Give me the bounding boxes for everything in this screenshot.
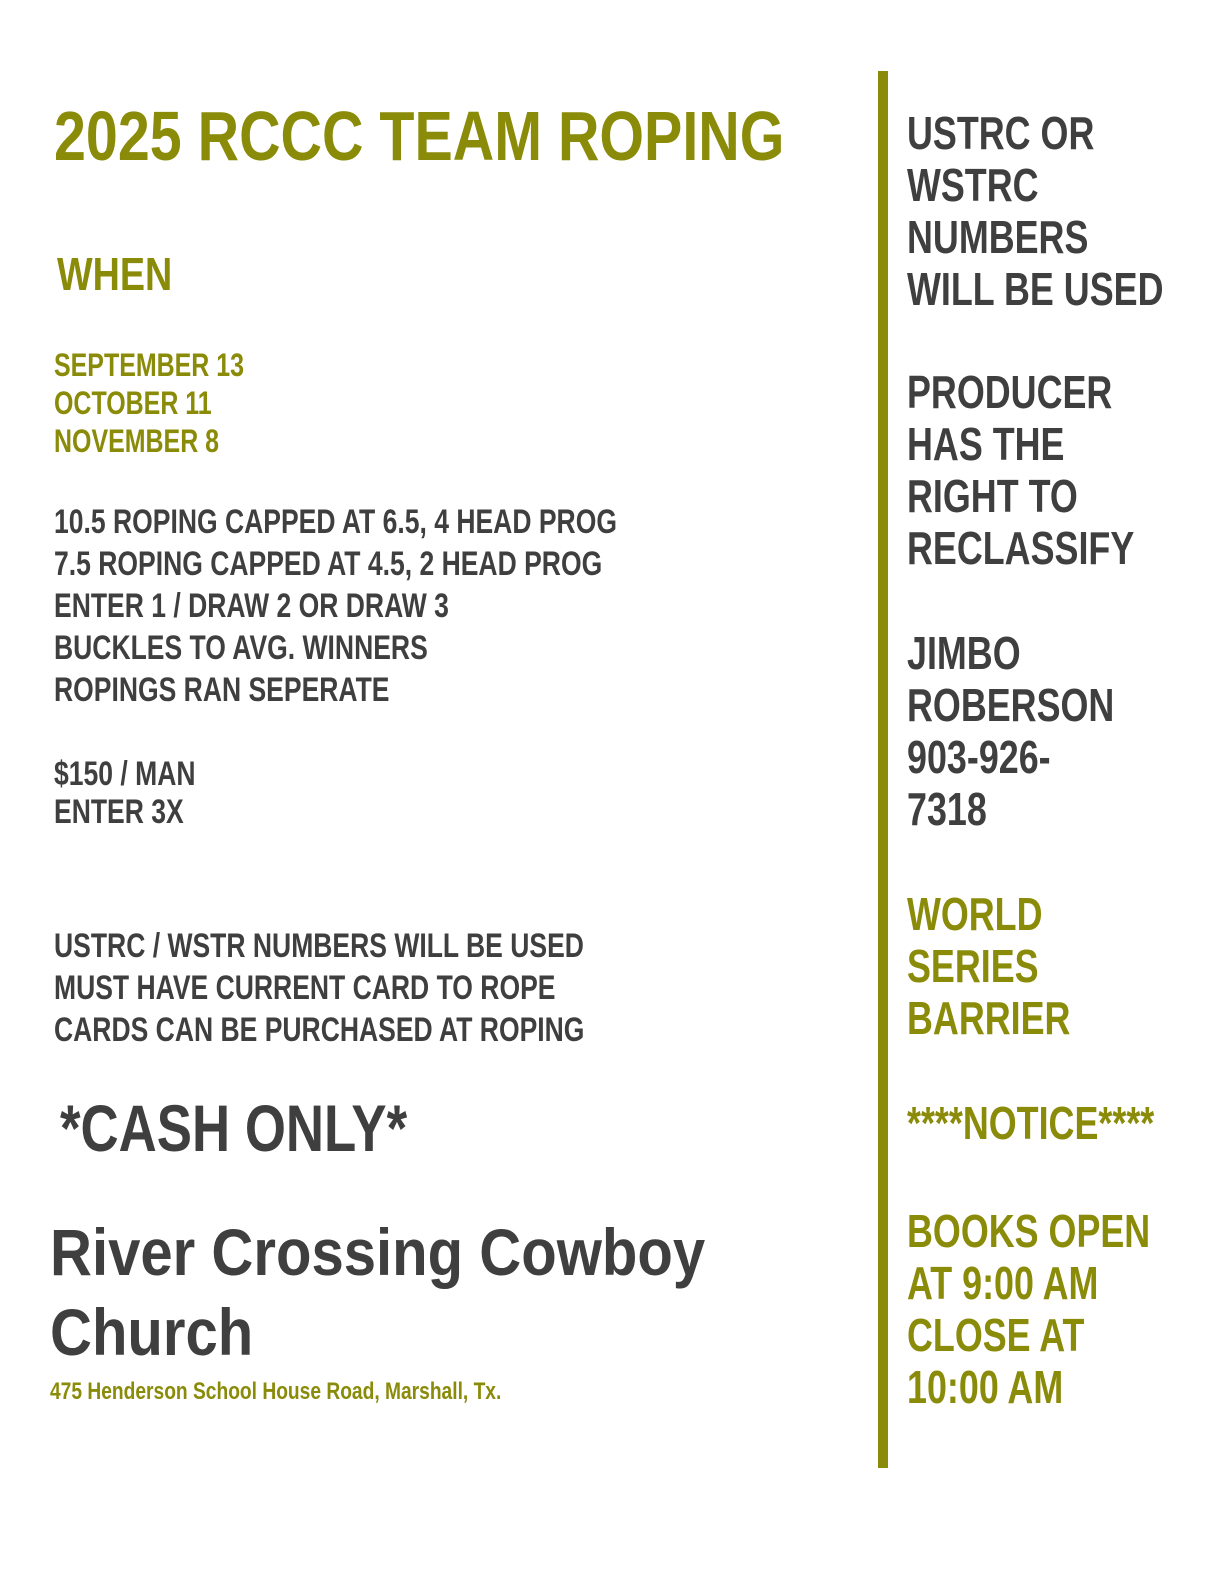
event-date: OCTOBER 11: [54, 385, 212, 421]
sidebar-line: SERIES: [907, 940, 1039, 992]
sidebar-line: RECLASSIFY: [907, 522, 1135, 574]
sidebar-numbers-used: [907, 107, 1224, 315]
sidebar-line: AT 9:00 AM: [907, 1257, 1099, 1309]
sidebar-barrier: [907, 888, 1117, 1044]
sidebar-line: HAS THE: [907, 418, 1065, 470]
sidebar-line: NUMBERS: [907, 211, 1089, 263]
pricing-block: [54, 755, 235, 831]
sidebar-contact: [907, 627, 1173, 835]
contact-phone: 903-926-: [907, 731, 1051, 783]
contact-first-name: JIMBO: [907, 627, 1021, 679]
sidebar-line: WORLD: [907, 888, 1043, 940]
numbers-notice: [54, 925, 734, 1051]
church-name: [50, 1212, 794, 1372]
event-date: SEPTEMBER 13: [54, 347, 245, 383]
notice-line: CARDS CAN BE PURCHASED AT ROPING: [54, 1011, 585, 1049]
church-name-line: Church: [50, 1295, 254, 1369]
event-dates: [54, 346, 298, 460]
contact-phone: 7318: [907, 783, 987, 835]
event-date: NOVEMBER 8: [54, 423, 220, 459]
page-title: 2025 RCCC TEAM ROPING: [54, 97, 785, 175]
contact-last-name: ROBERSON: [907, 679, 1115, 731]
notice-heading: ****NOTICE****: [907, 1097, 1155, 1149]
sidebar-line: PRODUCER: [907, 366, 1113, 418]
roping-rules: [54, 501, 776, 711]
rule-line: ROPINGS RAN SEPERATE: [54, 671, 390, 709]
sidebar-line: RIGHT TO: [907, 470, 1078, 522]
entry-limit: ENTER 3X: [54, 793, 184, 831]
column-divider: [878, 71, 888, 1468]
cash-only-notice: *CASH ONLY*: [60, 1091, 408, 1165]
sidebar-producer-rights: [907, 366, 1198, 574]
entry-fee: $150 / MAN: [54, 755, 196, 793]
sidebar-books-hours: [907, 1205, 1219, 1413]
sidebar-line: 10:00 AM: [907, 1361, 1064, 1413]
notice-line: MUST HAVE CURRENT CARD TO ROPE: [54, 969, 556, 1007]
notice-line: USTRC / WSTR NUMBERS WILL BE USED: [54, 927, 584, 965]
rule-line: 7.5 ROPING CAPPED AT 4.5, 2 HEAD PROG: [54, 545, 603, 583]
rule-line: BUCKLES TO AVG. WINNERS: [54, 629, 428, 667]
church-address: 475 Henderson School House Road, Marshall, Tx.: [50, 1378, 502, 1405]
rule-line: ENTER 1 / DRAW 2 OR DRAW 3: [54, 587, 449, 625]
sidebar-line: CLOSE AT: [907, 1309, 1085, 1361]
sidebar-line: WSTRC: [907, 159, 1039, 211]
when-heading: WHEN: [57, 248, 173, 300]
sidebar-line: BOOKS OPEN: [907, 1205, 1151, 1257]
rule-line: 10.5 ROPING CAPPED AT 6.5, 4 HEAD PROG: [54, 503, 617, 541]
church-name-line: River Crossing Cowboy: [50, 1215, 706, 1289]
sidebar-notice: [907, 1097, 1224, 1149]
sidebar-line: WILL BE USED: [907, 263, 1164, 315]
sidebar-line: BARRIER: [907, 992, 1071, 1044]
sidebar-line: USTRC OR: [907, 107, 1095, 159]
